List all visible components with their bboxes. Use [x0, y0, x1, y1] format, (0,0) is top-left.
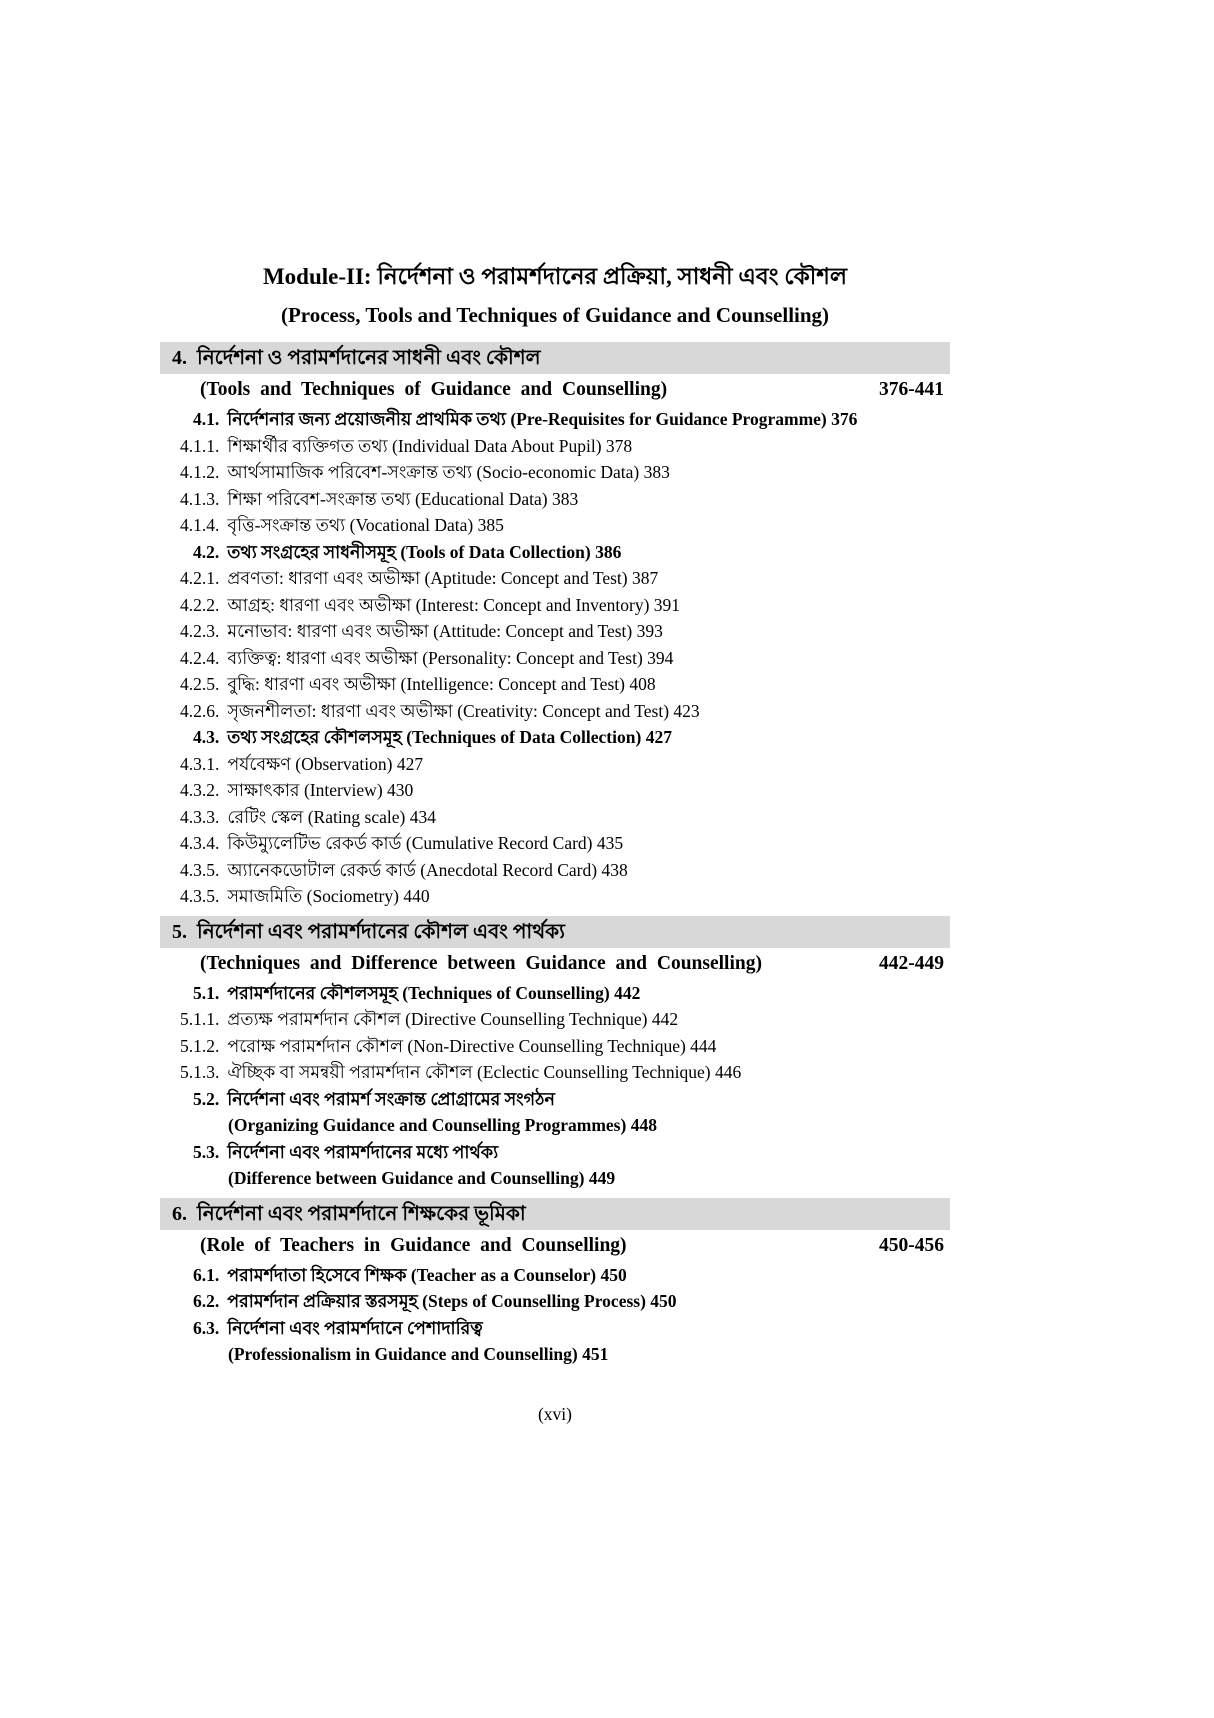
entry-text-english: (Interest: Concept and Inventory) [415, 594, 650, 615]
toc-entry [160, 1006, 950, 1033]
entry-text-bengali: পর্যবেক্ষণ [227, 753, 291, 774]
entry-page-number: 450 [650, 1291, 677, 1311]
entry-text-bengali: সাক্ষাৎকার [227, 780, 300, 800]
entry-page-number: 383 [643, 462, 670, 482]
entry-number: 4.3.5. [180, 859, 220, 880]
entry-text-english: (Eclectic Counselling Technique) [476, 1062, 711, 1082]
entry-text-bengali: পরামর্শদানের কৌশলসমূহ [227, 982, 398, 1003]
entry-number: 4.2. [193, 541, 220, 562]
entry-text-english: (Personality: Concept and Test) [422, 647, 643, 668]
entry-text-bengali: পরোক্ষ পরামর্শদান কৌশল [227, 1035, 404, 1056]
entry-text-bengali: নির্দেশনার জন্য প্রয়োজনীয় প্রাথমিক তথ্য [227, 409, 506, 429]
toc-entry [160, 406, 950, 433]
entry-page-number: 427 [396, 753, 424, 774]
entry-number: 4.3.2. [180, 780, 220, 800]
entry-text-english: (Teacher as a Counselor) [410, 1264, 597, 1285]
entry-page-number: 435 [596, 833, 624, 853]
entry-continuation [193, 1112, 950, 1139]
entry-page-number: 451 [582, 1344, 609, 1364]
entry-page-number: 442 [651, 1009, 679, 1029]
entry-text-english: (Sociometry) [306, 886, 399, 906]
entry-text-english: (Cumulative Record Card) [405, 833, 593, 853]
entry-text-bengali: সমাজমিতি [227, 886, 303, 906]
toc-entry [160, 857, 950, 884]
entry-text-english: (Tools of Data Collection) [400, 541, 591, 562]
entry-text-bengali: তথ্য সংগ্রহের সাধনীসমূহ [227, 541, 396, 562]
entry-page-number: 376 [831, 409, 858, 429]
toc-entry [160, 1059, 950, 1086]
entry-text-bengali: বৃত্তি-সংক্রান্ত তথ্য [227, 515, 346, 535]
toc-entry [160, 1262, 950, 1289]
entry-text-bengali: প্রবণতা: ধারণা এবং অভীক্ষা [227, 568, 421, 588]
entry-text-english: (Pre-Requisites for Guidance Programme) [510, 409, 827, 429]
section-title-english: (Tools and Techniques of Guidance and Counselling) [200, 379, 668, 400]
entry-number: 4.3.3. [180, 806, 220, 827]
toc-sections [160, 342, 950, 1368]
entry-page-number: 393 [636, 621, 663, 641]
section-heading-bn [160, 916, 950, 948]
section-heading-en-row [160, 374, 950, 405]
entry-number: 4.1.2. [180, 462, 220, 482]
entry-page-number: 450 [600, 1264, 627, 1285]
toc-entry [160, 671, 950, 698]
entry-text-english: (Techniques of Counselling) [402, 982, 610, 1003]
toc-entry [160, 804, 950, 831]
entry-number: 4.2.5. [180, 674, 220, 694]
entry-number: 5.3. [193, 1141, 220, 1162]
section-heading-bn [160, 1198, 950, 1230]
toc-entry [160, 592, 950, 619]
entry-number: 5.1.3. [180, 1062, 220, 1082]
entry-text-bengali: শিক্ষা পরিবেশ-সংক্রান্ত তথ্য [227, 488, 411, 509]
entry-number: 6.2. [193, 1291, 220, 1311]
entry-text-bengali: পরামর্শদাতা হিসেবে শিক্ষক [227, 1264, 407, 1285]
section-heading-en-row [160, 948, 950, 979]
entry-number: 4.3. [193, 727, 220, 747]
entry-text-bengali: নির্দেশনা এবং পরামর্শদানের মধ্যে পার্থক্য [227, 1141, 499, 1162]
entry-page-number: 423 [673, 700, 700, 721]
toc-entry [160, 980, 950, 1007]
entry-page-number: 449 [588, 1168, 616, 1188]
toc-section [160, 342, 950, 910]
toc-entry [160, 486, 950, 513]
section-title-bengali: নির্দেশনা এবং পরামর্শদানে শিক্ষকের ভূমিকা [197, 1202, 526, 1225]
entry-text-bengali: অ্যানেকডোটাল রেকর্ড কার্ড [227, 859, 416, 880]
toc-entry [160, 830, 950, 857]
entry-text-bengali: কিউম্যুলেটিভ রেকর্ড কার্ড [227, 833, 402, 853]
entry-text-english: (Techniques of Data Collection) [406, 727, 642, 747]
entry-text-bengali: রেটিং স্কেল [227, 806, 304, 827]
module-title: Module-II: নির্দেশনা ও পরামর্শদানের প্রক্রিয়া, সাধনী এবং কৌশল [262, 264, 848, 289]
toc-entry [160, 645, 950, 672]
entry-number: 4.2.3. [180, 621, 220, 641]
entry-text-english: (Educational Data) [414, 488, 548, 509]
entry-page-number: 378 [605, 435, 633, 456]
toc-entry [160, 751, 950, 778]
entry-text-bengali: নির্দেশনা এবং পরামর্শদানে পেশাদারিত্ব [227, 1317, 483, 1338]
entry-number: 4.1. [193, 409, 220, 429]
section-page-range: 450-456 [879, 1234, 944, 1256]
entry-text-bengali: ব্যক্তিত্ব: ধারণা এবং অভীক্ষা [227, 647, 418, 668]
entry-text-english: (Socio-economic Data) [476, 462, 640, 482]
toc-entry [160, 1315, 950, 1368]
entry-text-bengali: নির্দেশনা এবং পরামর্শ সংক্রান্ত প্রোগ্রামের সংগঠন [227, 1088, 555, 1109]
toc-entry [160, 618, 950, 645]
entry-line1 [193, 1086, 950, 1113]
entry-text-english: (Aptitude: Concept and Test) [424, 568, 628, 588]
entry-text-bengali: প্রত্যক্ষ পরামর্শদান কৌশল [227, 1009, 401, 1029]
entry-text-english: (Directive Counselling Technique) [405, 1009, 648, 1029]
entry-text-bengali: শিক্ষার্থীর ব্যক্তিগত তথ্য [227, 435, 388, 456]
entry-number: 4.3.4. [180, 833, 220, 853]
entry-text-bengali: বুদ্ধি: ধারণা এবং অভীক্ষা [227, 674, 397, 694]
toc-entry [160, 539, 950, 566]
entry-page-number: 446 [714, 1062, 742, 1082]
entry-page-number: 394 [647, 647, 674, 668]
entry-text-english: (Attitude: Concept and Test) [433, 621, 633, 641]
toc-entry [160, 1139, 950, 1192]
entry-line1 [193, 1139, 950, 1166]
entry-text-bengali: সৃজনশীলতা: ধারণা এবং অভীক্ষা [227, 700, 453, 721]
module-subtitle: (Process, Tools and Techniques of Guidance and Counselling) [280, 303, 830, 327]
entry-text-english: (Organizing Guidance and Counselling Programmes) [228, 1115, 627, 1135]
section-number: 6. [172, 1202, 187, 1225]
entry-text-english: (Anecdotal Record Card) [420, 859, 598, 880]
toc-section [160, 916, 950, 1192]
section-entries [160, 980, 950, 1192]
entry-page-number: 387 [631, 568, 659, 588]
entry-page-number: 408 [629, 674, 656, 694]
entry-number: 4.3.1. [180, 753, 220, 774]
toc-entry [160, 1086, 950, 1139]
entry-text-english: (Creativity: Concept and Test) [457, 700, 670, 721]
entry-page-number: 427 [645, 727, 672, 747]
section-entries [160, 406, 950, 910]
entry-number: 4.1.4. [180, 515, 220, 535]
entry-continuation [193, 1165, 950, 1192]
toc-entry [160, 565, 950, 592]
section-title-english: (Techniques and Difference between Guidance and Counselling) [200, 952, 762, 974]
entry-text-english: (Difference between Guidance and Counselling) [228, 1168, 585, 1188]
entry-number: 6.3. [193, 1317, 220, 1338]
entry-number: 4.2.1. [180, 568, 220, 588]
entry-text-bengali: আর্থসামাজিক পরিবেশ-সংক্রান্ত তথ্য [227, 462, 473, 482]
entry-number: 4.2.4. [180, 647, 220, 668]
section-page-range: 442-449 [879, 952, 944, 974]
entry-number: 4.2.6. [180, 700, 220, 721]
entry-text-bengali: তথ্য সংগ্রহের কৌশলসমূহ [227, 727, 402, 747]
section-number: 4. [172, 347, 187, 369]
entry-text-bengali: আগ্রহ: ধারণা এবং অভীক্ষা [227, 594, 412, 615]
entry-text-bengali: ঐচ্ছিক বা সমন্বয়ী পরামর্শদান কৌশল [227, 1062, 473, 1082]
entry-page-number: 444 [690, 1035, 717, 1056]
entry-number: 5.2. [193, 1088, 220, 1109]
section-page-range: 376-441 [879, 379, 944, 400]
entry-line1 [193, 1315, 950, 1342]
entry-text-english: (Observation) [295, 753, 393, 774]
entry-number: 6.1. [193, 1264, 220, 1285]
toc-entry [160, 724, 950, 751]
section-heading-en-row [160, 1230, 950, 1261]
toc-entry [160, 459, 950, 486]
toc-entry [160, 777, 950, 804]
entry-text-bengali: পরামর্শদান প্রক্রিয়ার স্তরসমূহ [227, 1291, 418, 1311]
section-title-bengali: নির্দেশনা ও পরামর্শদানের সাধনী এবং কৌশল [197, 347, 541, 369]
entry-page-number: 386 [595, 541, 622, 562]
entry-text-english: (Individual Data About Pupil) [392, 435, 602, 456]
entry-continuation [193, 1341, 950, 1368]
entry-page-number: 430 [387, 780, 414, 800]
page-number-footer: (xvi) [537, 1403, 573, 1424]
entry-page-number: 440 [403, 886, 430, 906]
toc-entry [160, 512, 950, 539]
toc-entry [160, 1033, 950, 1060]
entry-text-english: (Interview) [303, 780, 383, 800]
section-title-bengali: নির্দেশনা এবং পরামর্শদানের কৌশল এবং পার্থক্য [197, 920, 565, 943]
entry-number: 5.1.1. [180, 1009, 220, 1029]
section-title-english: (Role of Teachers in Guidance and Counselling) [200, 1234, 627, 1256]
toc-entry [160, 433, 950, 460]
toc-entry [160, 883, 950, 910]
entry-number: 4.1.1. [180, 435, 220, 456]
section-number: 5. [172, 920, 187, 943]
entry-number: 5.1.2. [180, 1035, 220, 1056]
toc-entry [160, 698, 950, 725]
entry-number: 4.2.2. [180, 594, 220, 615]
entry-text-english: (Vocational Data) [349, 515, 474, 535]
entry-number: 4.1.3. [180, 488, 220, 509]
section-heading-bn [160, 342, 950, 374]
entry-page-number: 383 [552, 488, 579, 509]
entry-text-english: (Rating scale) [307, 806, 406, 827]
entry-text-english: (Non-Directive Counselling Technique) [407, 1035, 686, 1056]
section-entries [160, 1262, 950, 1368]
entry-number: 5.1. [193, 982, 220, 1003]
entry-page-number: 385 [477, 515, 504, 535]
toc-content [160, 262, 950, 1425]
entry-page-number: 434 [409, 806, 436, 827]
entry-text-english: (Steps of Counselling Process) [422, 1291, 646, 1311]
entry-page-number: 448 [630, 1115, 657, 1135]
entry-page-number: 391 [653, 594, 681, 615]
entry-page-number: 438 [601, 859, 628, 880]
toc-entry [160, 1288, 950, 1315]
entry-text-english: (Intelligence: Concept and Test) [400, 674, 625, 694]
entry-number: 4.3.5. [180, 886, 220, 906]
entry-text-bengali: মনোভাব: ধারণা এবং অভীক্ষা [227, 621, 429, 641]
entry-page-number: 442 [614, 982, 641, 1003]
entry-text-english: (Professionalism in Guidance and Counselling) [228, 1344, 578, 1364]
toc-section [160, 1198, 950, 1368]
